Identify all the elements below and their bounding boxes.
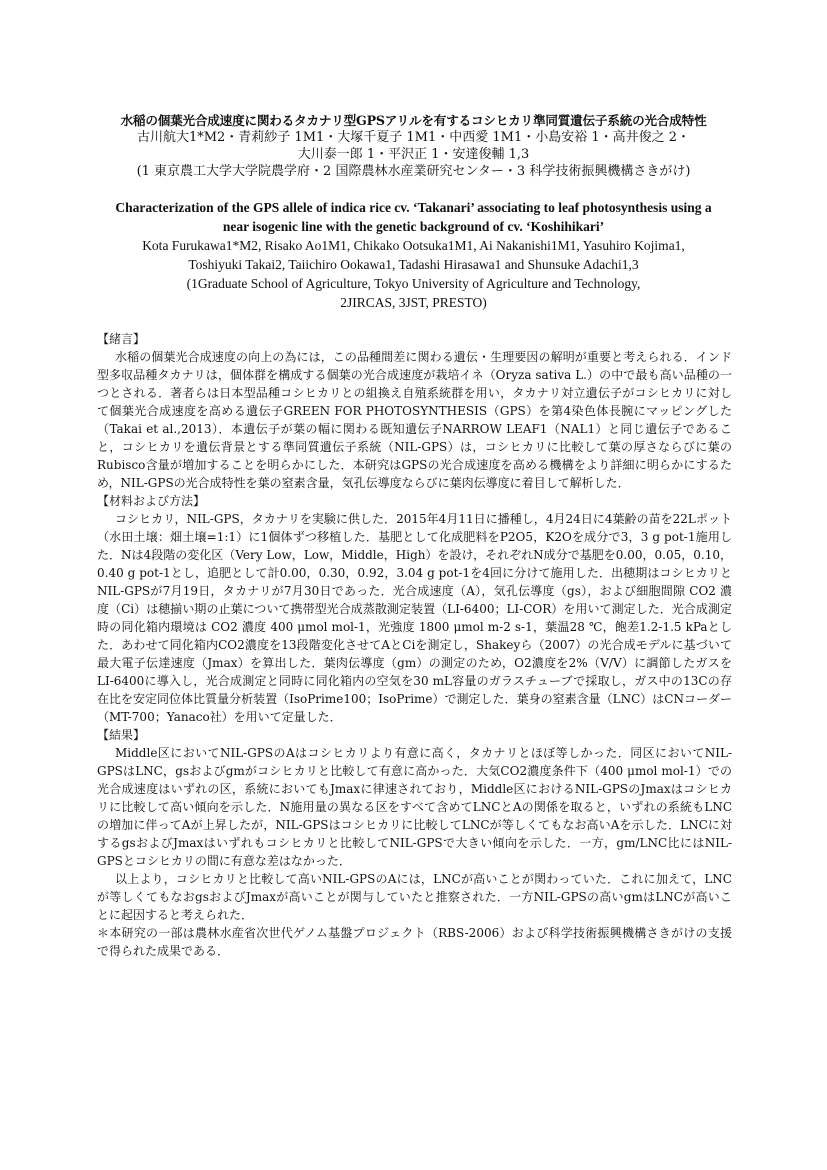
- header-gap: [80, 180, 747, 198]
- en-affiliations-line-2: 2JIRCAS, 3JST, PRESTO): [340, 295, 487, 310]
- en-authors-line-1: Kota Furukawa1*M2, Risako Ao1M1, Chikako Ootsuka1M1, Ai Nakanishi1M1, Yasuhiro Kojima1,: [142, 238, 685, 253]
- en-title-line-2: near isogenic line with the genetic background of cv. ‘Koshihikari’: [222, 219, 605, 234]
- jp-authors-line-2: 大川泰一郎 1・平沢正 1・安達俊輔 1,3: [297, 147, 530, 162]
- en-title-line-1: Characterization of the GPS allele of indica rice cv. ‘Takanari’ associating to leaf photosynthesis using a: [115, 200, 712, 215]
- intro-paragraph: 水稲の個葉光合成速度の向上の為には，この品種間差に関わる遺伝・生理要因の解明が重要と考えられる．インド型多収品種タカナリは，個体群を構成する個葉の光合成速度が栽培イネ（Oryza sativa L.）の中で最も高い品種の一つとされる．著者らは日本型品種コシヒカリとの組換え自殖系統群を用い，タカナリ対立遺伝子がコシヒカリに対して個葉光合成速度を高める遺伝子GREEN FOR PHOTOSYNTHESIS（GPS）を第4染色体長腕にマッピングした（Takai et al.,2013）．本遺伝子が葉の幅に関わる既知遺伝子NARROW LEAF1（NAL1）と同じ遺伝子であること，コシヒカリを遺伝背景とする準同質遺伝子系統（NIL-GPS）は，コシヒカリに比較して葉の厚さならびに葉のRubisco含量が増加することを明らかにした．本研究はGPSの光合成速度を高める機構をより詳細に明らかにするため，NIL-GPSの光合成特性を葉の窒素含量，気孔伝導度ならびに葉肉伝導度に着目して解析した．: [97, 350, 732, 490]
- methods-paragraph: コシヒカリ，NIL-GPS，タカナリを実験に供した．2015年4月11日に播種し，4月24日に4葉齢の苗を22Lポット（水田土壌：畑土壌=1:1）に1個体ずつ移植した．基肥として化成肥料をP2O5，K2Oを成分で3，3 g pot-1施用した．Nは4段階の変化区（Very Low，Low，Middle，High）を設け，それぞれN成分で基肥を0.00，0.05，0.10，0.40 g pot-1とし，追肥として計0.00，0.30，0.92，3.04 g pot-1を4回に分けて施用した．出穂期はコシヒカリとNIL-GPSが7月19日，タカナリが7月30日であった．光合成速度（A），気孔伝導度（gs），および細胞間隙 CO2 濃度（Ci）は穂揃い期の止葉について携帯型光合成蒸散測定装置（LI-6400；LI-COR）を用いて測定した．光合成測定時の同化箱内環境は CO2 濃度 400 μmol mol-1，光強度 1800 μmol m-2 s-1，葉温28 ℃，飽差1.2-1.5 kPaとした．あわせて同化箱内CO2濃度を13段階変化させてAとCiを測定し，Shakeyら（2007）の光合成モデルに基づいて最大電子伝達速度（Jmax）を算出した．葉肉伝導度（gm）の測定のため，O2濃度を2%（V/V）に調節したガスをLI-6400に導入し，光合成測定と同時に同化箱内の空気を30 mL容量のガラスチューブで採取し，ガス中の13Cの存在比を安定同位体比質量分析装置（IsoPrime100；IsoPrime）で測定した．葉身の窒素含量（LNC）はCNコーダー（MT-700；Yanaco社）を用いて定量した．: [97, 512, 732, 724]
- results-heading: 【結果】: [97, 728, 146, 742]
- jp-affiliations: (1 東京農工大学大学院農学府・2 国際農林水産業研究センター・3 科学技術振興機構さきがけ): [136, 164, 691, 179]
- intro-heading: 【緒言】: [97, 332, 146, 346]
- paper-body: [97, 330, 732, 960]
- results-paragraph-1: Middle区においてNIL-GPSのAはコシヒカリより有意に高く，タカナリとほぼ等しかった．同区においてNIL-GPSはLNC，gsおよびgmがコシヒカリと比較して有意に高かった．大気CO2濃度条件下（400 μmol mol-1）での光合成速度はいずれの区，系統においてもJmaxに律速されており，Middle区におけるNIL-GPSのJmaxはコシヒカリに比較して高い傾向を示した．N施用量の異なる区をすべて含めてLNCとAの関係を取ると，いずれの系統もLNCの増加に伴ってAが上昇したが，NIL-GPSはコシヒカリに比較してLNCが等しくてもなお高いAを示した．LNCに対するgsおよびJmaxはいずれもコシヒカリと比較してNIL-GPSで大きい傾向を示した．一方，gm/LNC比にはNIL-GPSとコシヒカリの間に有意な差はなかった．: [97, 746, 732, 868]
- en-affiliations-line-1: (1Graduate School of Agriculture, Tokyo University of Agriculture and Technology,: [186, 276, 641, 291]
- en-authors-line-2: Toshiyuki Takai2, Taiichiro Ookawa1, Tadashi Hirasawa1 and Shunsuke Adachi1,3: [188, 257, 639, 272]
- results-paragraph-2: 以上より，コシヒカリと比較して高いNIL-GPSのAには，LNCが高いことが関わっていた．これに加えて，LNCが等しくてもなおgsおよびJmaxが高いことが関与していたと推察された．一方NIL-GPSの高いgmはLNCが高いことに起因すると考えられた．: [97, 872, 732, 922]
- acknowledgement-footnote: ＊本研究の一部は農林水産省次世代ゲノム基盤プロジェクト（RBS-2006）および科学技術振興機構さきがけの支援で得られた成果である．: [97, 926, 732, 958]
- jp-title: 水稲の個葉光合成速度に関わるタカナリ型GPSアリルを有するコシヒカリ準同質遺伝子系統の光合成特性: [120, 113, 707, 128]
- methods-heading: 【材料および方法】: [97, 494, 206, 508]
- paper-header: [80, 112, 747, 312]
- jp-authors-line-1: 古川航大1*M2・青莉紗子 1M1・大塚千夏子 1M1・中西愛 1M1・小島安裕 1・高井俊之 2・: [136, 130, 691, 145]
